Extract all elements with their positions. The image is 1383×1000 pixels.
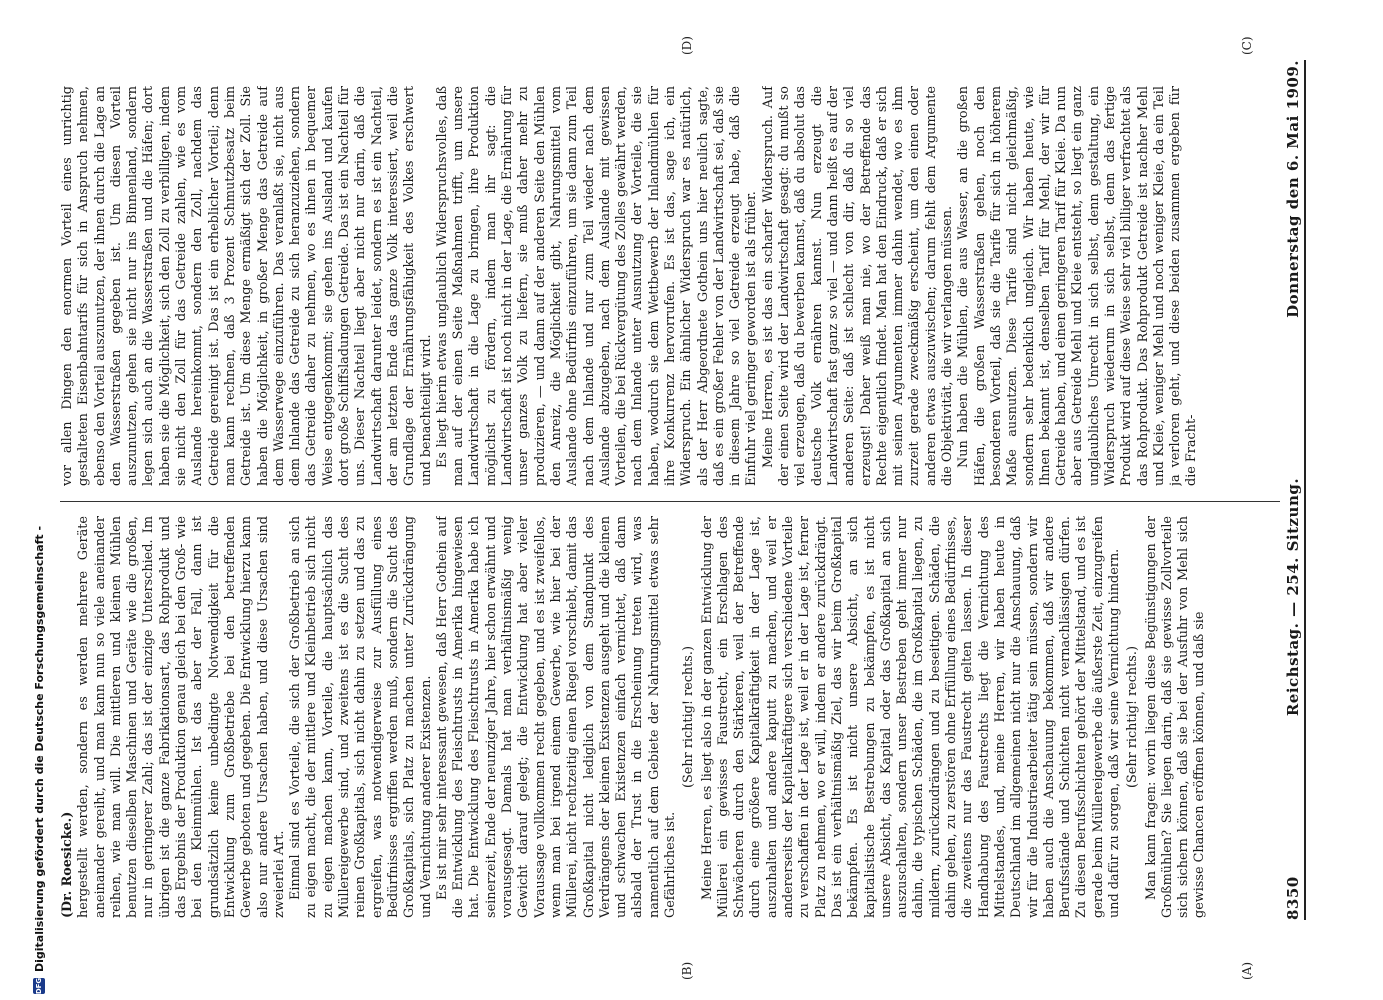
paragraph: Es liegt hierin etwas unglaublich Widerspruchsvolles, daß man auf der einen Seite Maßnahmen trifft, um unsere Landwirtschaft in die Lage zu bringen, ihre Produktion möglichst zu fördern, indem man ihr sagt: die Landwirtschaft ist noch nicht in der Lage, die Ernährung für unser ganzes Volk zu liefern, sie muß daher mehr zu produzieren, — und dann auf der anderen Seite den Mühlen den Anreiz, die Möglichkeit gibt, Nahrungsmittel vom Auslande ohne Bedürfnis einzuführen, um sie dann zum Teil nach dem Inlande und nur zum Teil wieder nach dem Auslande abzugeben, nach dem Auslande mit gewissen Vorteilen, die bei Rückvergütung des Zolles gewährt werden, nach dem Inlande unter Ausnutzung der Vorteile, die sie haben, wodurch sie dem Wettbewerb der Inlandmühlen für ihre Konkurrenz hervorrufen. Es ist das, sage ich, ein Widerspruch. Ein ähnlicher Widerspruch war es natürlich, als der Herr Abgeordnete Gothein uns hier neulich sagte, daß es ein großer Fehler von der Landwirtschaft sei, daß sie in diesem Jahre so viel Getreide erzeugt habe, daß die Einfuhr viel geringer geworden ist als früher.: [434, 86, 760, 486]
right-text-column: [60, 86, 1280, 486]
header-rule: [1304, 60, 1306, 920]
page-number: 8350: [1284, 876, 1302, 920]
page-header: [1282, 60, 1304, 920]
paragraph: Meine Herren, es liegt also in der ganzen Entwicklung der Müllerei ein gewisses Faustrecht, ein Erschlagen des Schwächeren durch den Stärkeren, weil der Betreffende durch eine größere Kapitalkräftigkeit in der Lage ist, auszuhalten und andere kaputt zu machen, und weil er andererseits der Kapitalkräftigere sich verschiedene Vorteile zu verschaffen in der Lage ist, weil er in der Lage ist, ferner Platz zu nehmen, wo er will, indem er andere zurückdrängt. Das ist ein verhältnismäßig Ziel, das wir beim Großkapital bekämpfen. Es ist nicht unsere Absicht, an sich kapitalistische Bestrebungen zu bekämpfen, es ist nicht unsere Absicht, das Kapital oder das Großkapital an sich auszuschalten, sondern unser Bestreben geht immer nur dahin, die typischen Schäden, die im Großkapital liegen, zu mildern, zurückzudrängen und zu beseitigen. Schäden, die dahin gehen, zu zerstören ohne Erfüllung eines Bedürfnisses, die zweitens nur das Faustrecht gelten lassen. In dieser Handhabung des Faustrechts liegt die Vernichtung des Mittelstandes, und, meine Herren, wir haben heute in Deutschland im allgemeinen nicht nur die Anschauung, daß wir für die Industriearbeiter tätig sein müssen, sondern wir haben auch die Anschauung bekommen, daß wir andere Berufsstände und Schichten nicht vernachlässigen dürfen. Zu diesen Berufsschichten gehört der Mittelstand, und es ist gerade beim Müllereigewerbe die äußerste Zeit, einzugreifen und dafür zu sorgen, daß wir seine Vernichtung hindern.: [699, 516, 1122, 918]
interjection: (Sehr richtig! rechts.): [1125, 646, 1141, 788]
paragraph: Einmal sind es Vorteile, die sich der Großbetrieb an sich zu eigen macht, die der mittlere und Kleinbetrieb sich nicht zu eigen machen kann, Vorteile, die hauptsächlich das Müllereigewerbe sind, und zweitens ist es die Sucht des reinen Großkapitals, sich nicht dahin zu setzen und das zu ergreifen, was notwendigerweise zur Ausfüllung eines Bedürfnisses ergriffen werden muß, sondern die Sucht des Großkapitals, sich Platz zu machen unter Zurückdrängung und Vernichtung anderer Existenzen.: [288, 516, 434, 918]
digitization-note-text: Digitalisierung gefördert durch die Deutsche Forschungsgemeinschaft -: [32, 525, 46, 972]
paragraph: Es ist mir sehr interessant gewesen, daß Herr Gothein auf die Entwicklung des Fleischtrusts in Amerika hingewiesen hat. Die Entwicklung des Fleischtrusts in Amerika habe ich seinerzeit, Ende der neunziger Jahre, hier schon erwähnt und vorausgesagt. Damals hat man verhältnismäßig wenig Gewicht darauf gelegt; die Entwicklung hat aber vieler Voraussage vollkommen recht gegeben, und es ist zweifellos, wenn man bei irgend einem Gewerbe, wie hier bei der Müllerei, nicht rechtzeitig einen Riegel vorschiebt, damit das Großkapital nicht lediglich von dem Standpunkt des Verdrängens der kleinen Existenzen ausgeht und die kleinen und schwachen Existenzen einfach vernichtet, daß dann alsbald der Trust in die Erscheinung treten wird, was namentlich auf dem Gebiete der Nahrungsmittel etwas sehr Gefährliches ist.: [434, 516, 678, 918]
session-title: Reichstag. — 254. Sitzung.: [1284, 477, 1302, 717]
margin-marker-a: (A): [1240, 961, 1254, 980]
interjection: (Sehr richtig! rechts.): [681, 646, 697, 788]
paragraph: hergestellt werden, sondern es werden mehrere Geräte aneinander gereiht, und man kann nun so viele aneinander reihen, wie man will. Die mittleren und kleinen Mühlen benutzen dieselben Maschinen und Geräte wie die großen, nur in geringerer Zahl; das ist der einzige Unterschied. Im übrigen ist die ganze Fabrikationsart, das Rohprodukt und das Ergebnis der Produktion genau gleich bei den Groß- wie bei den Kleinmühlen. Ist das aber der Fall, dann ist grundsätzlich keine unbedingte Notwendigkeit für die Entwicklung zum Großbetriebe bei den betreffenden Gewerbe geboten und gegeben. Die Entwicklung hierzu kann also nur andere Ursachen haben, und diese Ursachen sind zweierlei Art.: [76, 516, 287, 918]
digitization-note: [30, 34, 48, 994]
margin-marker-d: (D): [680, 36, 694, 55]
dfg-logo-icon: DFG: [35, 977, 43, 995]
paragraph: vor allen Dingen den enormen Vorteil eines unrichtig gestalteten Eisenbahntarifs für sich in Anspruch nehmen, ebenso den Vorteil auszunutzen, der ihnen durch die Lage an den Wasserstraßen gegeben ist. Um diesen Vorteil auszunutzen, gehen sie nicht nur ins Binnenland, sondern legen sich auch an die Wasserstraßen und die Häfen; dort haben sie die Möglichkeit, sich den Zoll zu verbilligen, indem sie nicht den Zoll für das Getreide zahlen, wie es vom Auslande hereinkommt, sondern den Zoll, nachdem das Getreide gereinigt ist. Das ist ein erheblicher Vorteil; denn man kann rechnen, daß 3 Prozent Schmutzbesatz beim Getreide ist. Um diese Menge ermäßigt sich der Zoll. Sie haben die Möglichkeit, in großer Menge das Getreide auf dem Wasserwege einzuführen. Das veranlaßt sie, nicht aus dem Inlande das Getreide zu sich heranzuziehen, sondern das Getreide daher zu nehmen, wo es ihnen in bequemer Weise entgegenkommt; sie gehen ins Ausland und kaufen dort große Schiffsladungen Getreide. Das ist ein Nachteil für uns. Dieser Nachteil liegt aber nicht nur darin, daß die Landwirtschaft darunter leidet, sondern es ist ein Nachteil, der am letzten Ende das ganze Volk interessiert, weil die Grundlage der Ernährungsfähigkeit des Volkes erschwert und benachteiligt wird.: [60, 86, 434, 486]
left-text-column: [60, 516, 1280, 918]
column-divider: [60, 501, 1280, 502]
margin-marker-c: (C): [1240, 36, 1254, 55]
session-date: Donnerstag den 6. Mai 1909.: [1284, 60, 1302, 318]
speaker-label: (Dr. Roesicke.): [60, 811, 75, 918]
margin-marker-b: (B): [680, 961, 694, 980]
paragraph: Meine Herren, es ist das ein scharfer Widerspruch. Auf der einen Seite wird der Landwirtschaft gesagt: du mußt so viel erzeugen, daß du bewerben kannst, daß du absolut das deutsche Volk ernähren kannst. Nun erzeugt die Landwirtschaft fast ganz so viel — und dann heißt es auf der anderen Seite: daß ist schlecht von dir, daß du so viel erzeugst! Daher weiß man nie, wo der Betreffende das Rechte eigentlich findet. Man hat den Eindruck, daß er sich mit seinen Argumenten immer dahin wendet, wo es ihm zurzeit gerade zweckmäßig erscheint, um den einen oder anderen etwas auszuwischen; darum fehlt dem Argumente die Objektivität, die wir verlangen müssen.: [760, 86, 956, 486]
paragraph: Man kann fragen: worin liegen diese Begünstigungen der Großmühlen? Sie liegen darin, daß sie gewisse Zollvorteile sich sichern können, daß sie bei der Ausfuhr von Mehl sich gewisse Chancen eröffnen können, und daß sie: [1143, 516, 1208, 918]
paragraph: Nun haben die Mühlen, die aus Wasser, an die großen Häfen, die großen Wasserstraßen gehen, noch den besonderen Vorteil, daß sie die Tarife für sich in höherem Maße ausnutzen. Diese Tarife sind nicht gleichmäßig, sondern sehr bedenklich ungleich. Wir haben heute, wie Ihnen bekannt ist, denselben Tarif für Mehl, der wir für Getreide haben, und einen geringeren Tarif für Kleie. Da nun aber aus Getreide Mehl und Kleie entsteht, so liegt ein ganz unglaubliches Unrecht in sich selbst, denn gestaltung, ein Widerspruch wiederum in sich selbst, denn das fertige Produkt wird auf diese Weise sehr viel billiger verfrachtet als das Rohprodukt. Das Rohprodukt Getreide ist nachher Mehl und Kleie, weniger Mehl und noch weniger Kleie, da ein Teil ja verloren geht, und diese beiden zusammen ergeben für die Fracht-: [956, 86, 1200, 486]
